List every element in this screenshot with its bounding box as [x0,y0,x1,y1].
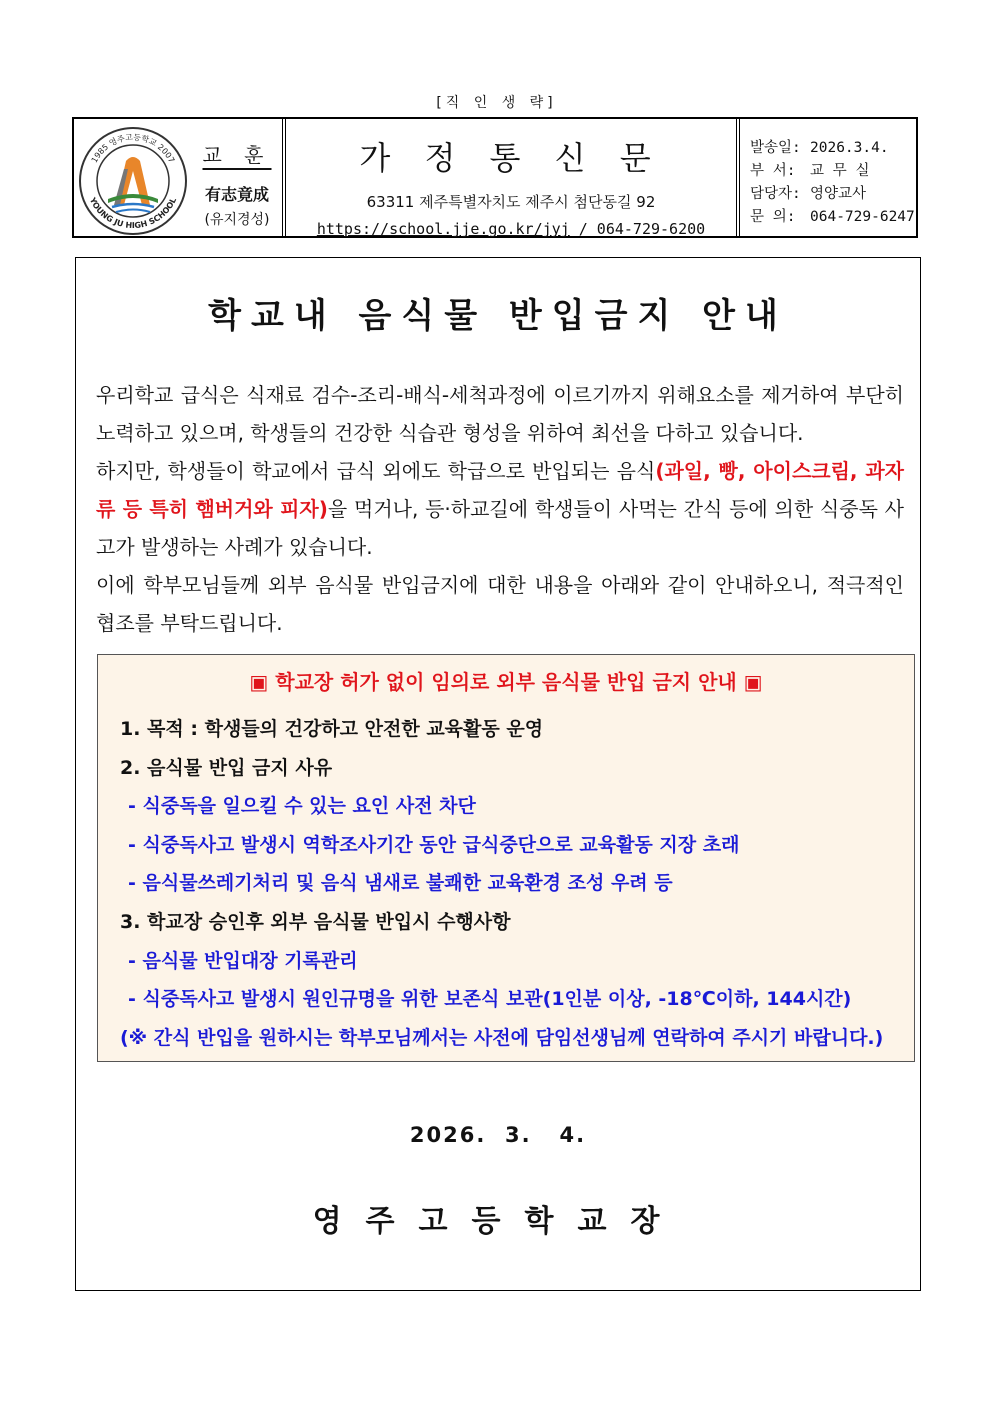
school-address: 63311 제주특별자치도 제주시 첨단동길 92 [366,193,656,211]
school-logo [74,119,192,236]
paragraph-intro: 우리학교 급식은 식재료 검수-조리-배식-세척과정에 이르기까지 위해요소를 제거하여 부단히 노력하고 있으며, 학생들의 건강한 식습관 형성을 위하여 최선을 다하고 있습니다. [96,383,904,445]
newsletter-title-cell [286,119,740,236]
info-row-department: 부 서: 교 무 실 [750,163,870,179]
notice-subitem: - 음식물 반입대장 기록관리 [128,949,358,972]
motto-reading: (유지경성) [204,212,270,228]
letter-body-text [96,376,904,642]
newsletter-header [72,117,918,238]
send-info-cell [740,119,916,236]
approval-stamp-note: [직 인 생 략] [434,95,558,111]
svg-text:YOUNG JU HIGH SCHOOL [87,195,178,230]
page-title: 학교내 음식물 반입금지 안내 [208,296,788,336]
notice-item-reasons: 2. 음식물 반입 금지 사유 [120,756,333,779]
notice-subitem: - 음식물쓰레기처리 및 음식 냄새로 불쾌한 교육환경 조성 우려 등 [128,872,673,895]
paragraph-request: 이에 학부모님들께 외부 음식물 반입금지에 대한 내용을 아래와 같이 안내하오니, 적극적인 협조를 부탁드립니다. [96,573,904,635]
school-phone: / 064-729-6200 [569,220,706,238]
logo-bottom-text: YOUNG JU HIGH SCHOOL [87,196,179,231]
newsletter-title: 가 정 통 신 문 [359,139,663,177]
highlighted-foods: (과일, 빵, 아이스크림, 과자류 등 특히 햄버거와 피자) [96,459,904,521]
notice-subitem: - 식중독사고 발생시 원인규명을 위한 보존식 보관(1인분 이상, -18℃이하, 144시간) [128,988,852,1011]
notice-box [97,654,915,1062]
motto-label: 교 훈 [202,143,272,167]
notice-title: ▣ 학교장 허가 없이 임의로 외부 음식물 반입 금지 안내 ▣ [249,670,763,694]
info-row-contact-person: 담당자: 영양교사 [750,186,867,202]
info-row-inquiry: 문 의: 064-729-6247 [750,209,915,225]
logo-arc-text: 1985 영주고등학교 2007 [89,132,177,165]
notice-subitem: - 식중독사고 발생시 역학조사기간 동안 급식중단으로 교육활동 지장 초래 [128,833,740,856]
notice-list [120,710,904,1057]
issue-date: 2026. 3. 4. [409,1123,587,1147]
notice-item-procedures: 3. 학교장 승인후 외부 음식물 반입시 수행사항 [120,910,511,933]
motto-hanja: 有志竟成 [204,185,269,204]
notice-footnote: (※ 간식 반입을 원하시는 학부모님께서는 사전에 담임선생님께 연락하여 주시기 바랍니다.) [120,1026,884,1049]
school-website-link[interactable]: https://school.jje.go.kr/jyj [316,220,570,238]
notice-subitem: - 식중독을 일으킬 수 있는 요인 사전 차단 [128,795,476,818]
principal-signature-line: 영주고등학교장 [312,1204,684,1239]
info-row-date: 발송일: 2026.3.4. [750,140,889,156]
letter-body-frame [75,257,921,1291]
school-motto-cell [74,119,286,236]
notice-item-purpose: 1. 목적 : 학생들의 건강하고 안전한 교육활동 운영 [120,718,544,740]
paragraph-issue: 하지만, 학생들이 학교에서 급식 외에도 학급으로 반입되는 음식(과일, 빵, 아이스크림, 과자류 등 특히 햄버거와 피자)을 먹거나, 등·하교길에 학생들이 사먹는 간식 등에 의한 식중독 사고가 발생하는 사례가 있습니다. [96,459,904,559]
